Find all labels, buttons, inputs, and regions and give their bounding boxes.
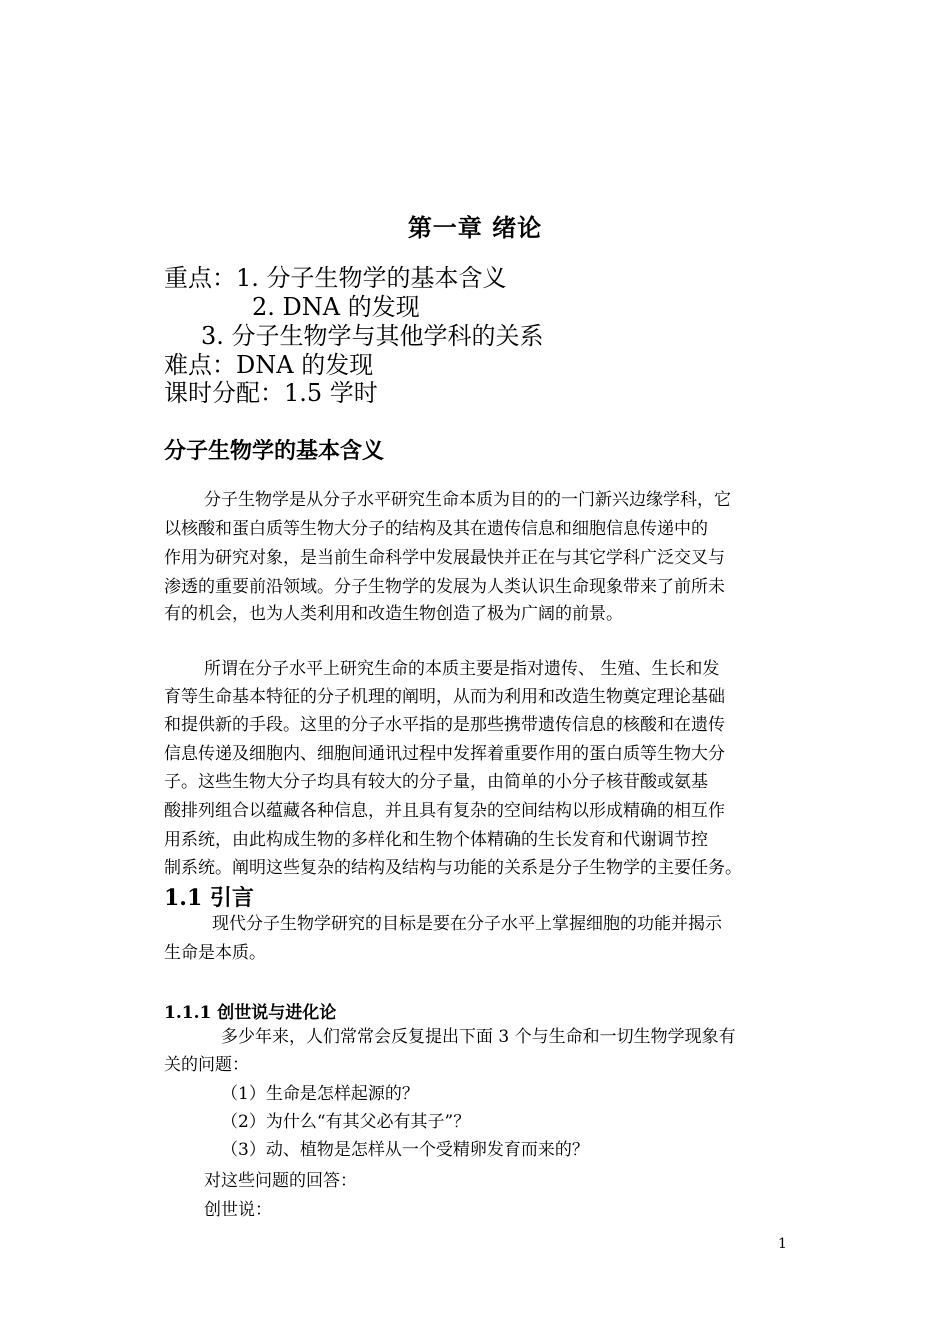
paragraph-line: 育等生命基本特征的分子机理的阐明，从而为利用和改造生物奠定理论基础: [164, 687, 725, 707]
key-point-label: 重点：1. 分子生物学的基本含义: [164, 264, 507, 292]
paragraph-line: 关的问题：: [164, 1055, 249, 1075]
difficulty-line: 难点：DNA 的发现: [164, 351, 374, 379]
paragraph-line: 所谓在分子水平上研究生命的本质主要是指对遗传、 生殖、生长和发: [204, 659, 720, 679]
heading-1-1-1: 1.1.1 创世说与进化论: [164, 1003, 337, 1023]
paragraph-line: 制系统。阐明这些复杂的结构及结构与功能的关系是分子生物学的主要任务。: [164, 858, 742, 878]
page-number: 1: [778, 1236, 787, 1252]
paragraph-line: 以核酸和蛋白质等生物大分子的结构及其在遗传信息和细胞信息传递中的: [164, 519, 708, 539]
paragraph-line: 酸排列组合以蕴藏各种信息，并且具有复杂的空间结构以形成精确的相互作: [164, 801, 725, 821]
answer-intro: 对这些问题的回答：: [204, 1171, 357, 1191]
hours-line: 课时分配：1.5 学时: [164, 379, 378, 407]
key-point-3: 3. 分子生物学与其他学科的关系: [201, 322, 544, 350]
creation-label: 创世说：: [204, 1200, 272, 1220]
heading-1-1: 1.1 引言: [164, 885, 254, 911]
paragraph-line: 分子生物学是从分子水平研究生命本质为目的的一门新兴边缘学科，它: [204, 490, 731, 510]
paragraph-line: 信息传递及细胞内、细胞间通讯过程中发挥着重要作用的蛋白质等生物大分: [164, 744, 725, 764]
paragraph-line: 多少年来，人们常常会反复提出下面 3 个与生命和一切生物学现象有: [221, 1027, 736, 1047]
paragraph-line: 渗透的重要前沿领域。分子生物学的发展为人类认识生命现象带来了前所未: [164, 577, 725, 597]
question-item: （3）动、植物是怎样从一个受精卵发育而来的？: [221, 1140, 589, 1160]
key-point-2: 2. DNA 的发现: [252, 293, 420, 321]
question-item: （2）为什么“有其父必有其子”？: [221, 1112, 471, 1132]
paragraph-line: 子。这些生物大分子均具有较大的分子量，由简单的小分子核苷酸或氨基: [164, 772, 708, 792]
paragraph-line: 生命是本质。: [164, 943, 266, 963]
paragraph-line: 作用为研究对象，是当前生命科学中发展最快并正在与其它学科广泛交叉与: [164, 548, 725, 568]
paragraph-line: 现代分子生物学研究的目标是要在分子水平上掌握细胞的功能并揭示: [212, 914, 722, 934]
paragraph-line: 有的机会，也为人类利用和改造生物创造了极为广阔的前景。: [164, 604, 623, 624]
paragraph-line: 和提供新的手段。这里的分子水平指的是那些携带遗传信息的核酸和在遗传: [164, 715, 725, 735]
paragraph-line: 用系统，由此构成生物的多样化和生物个体精确的生长发育和代谢调节控: [164, 830, 708, 850]
question-item: （1）生命是怎样起源的？: [221, 1084, 419, 1104]
section-heading: 分子生物学的基本含义: [164, 438, 385, 464]
chapter-title: 第一章 绪论: [407, 213, 543, 242]
